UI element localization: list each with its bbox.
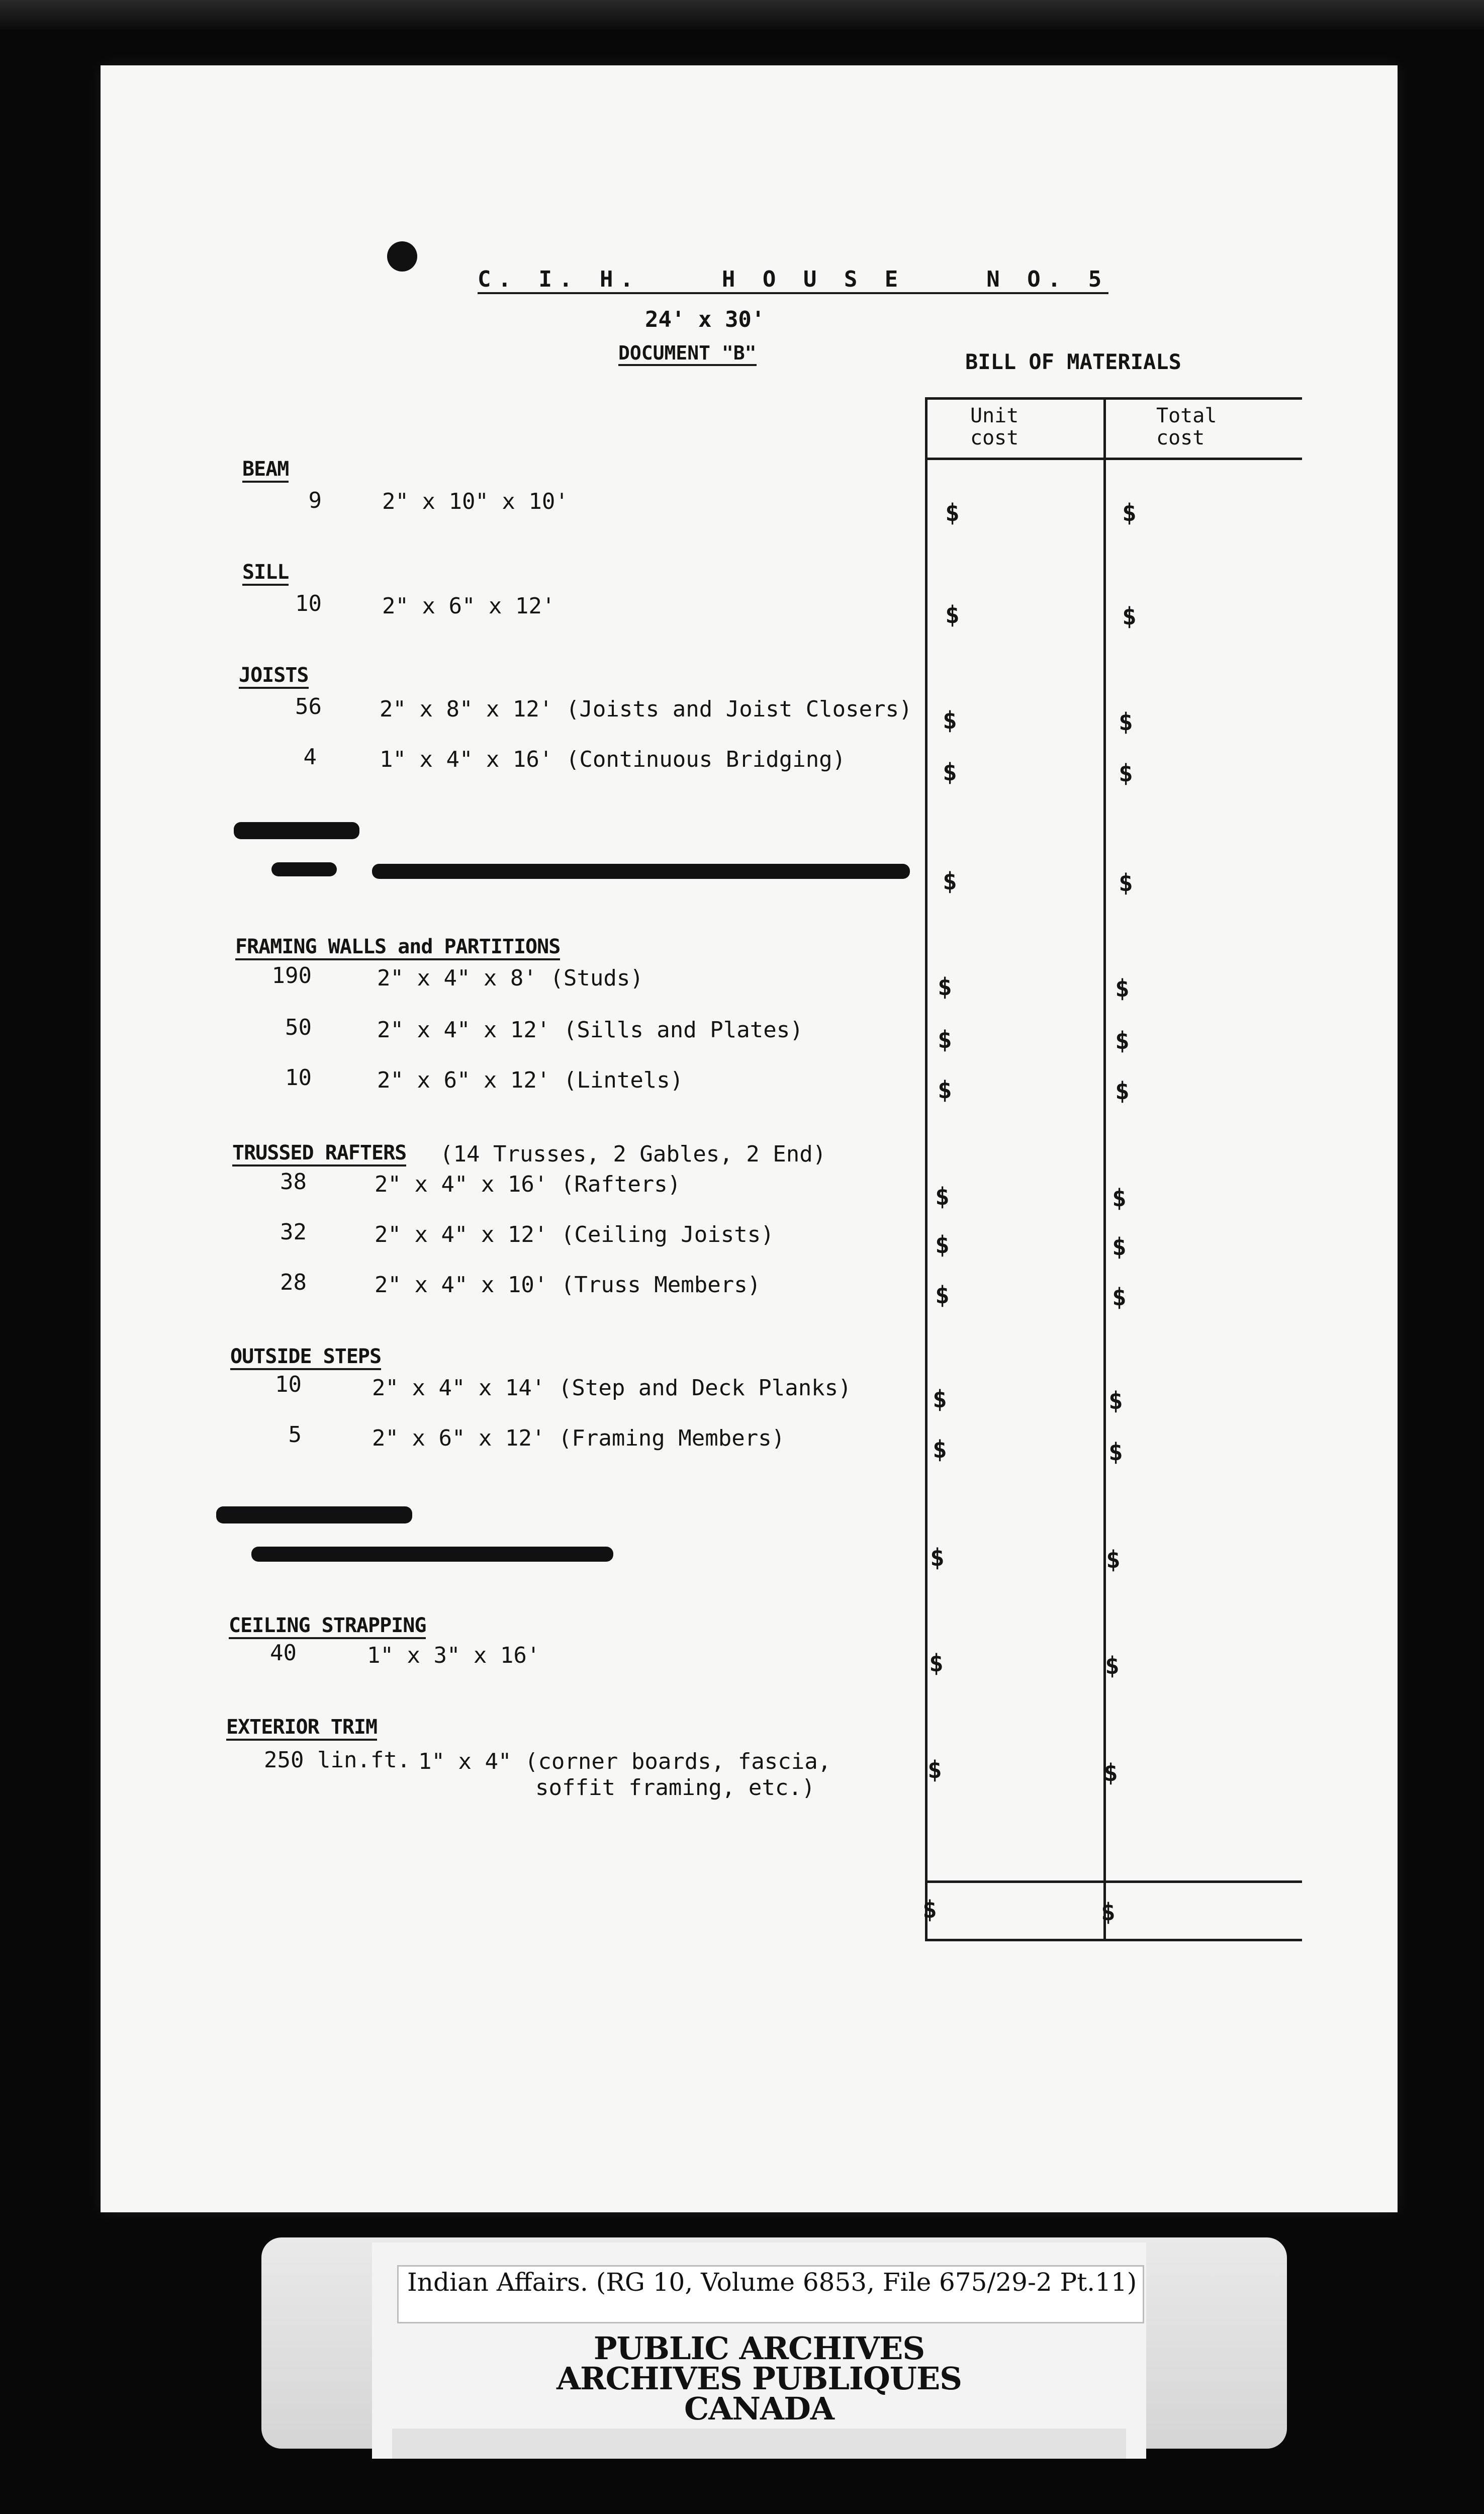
item-desc: 2" x 4" x 12' (Sills and Plates): [377, 1017, 803, 1043]
unit-cost-cell: $: [929, 1649, 944, 1677]
table-left-rule: [925, 397, 928, 1941]
rafters-note: (14 Trusses, 2 Gables, 2 End): [440, 1141, 826, 1167]
item-qty: 9: [308, 488, 322, 513]
item-desc: 2" x 6" x 12': [382, 593, 555, 619]
item-qty: 38: [280, 1169, 307, 1195]
item-desc: 1" x 4" x 16' (Continuous Bridging): [380, 747, 846, 772]
item-desc-continued: soffit framing, etc.): [535, 1775, 815, 1801]
archive-reference: Indian Affairs. (RG 10, Volume 6853, File 675/29-2 Pt.11): [407, 2268, 1137, 2297]
table-total-rule: [925, 1880, 1302, 1883]
unit-cost-cell: $: [943, 758, 957, 786]
item-desc: 2" x 8" x 12' (Joists and Joist Closers): [380, 696, 912, 722]
table-top-rule: [925, 397, 1302, 400]
unit-cost-cell: $: [945, 601, 960, 629]
total-cost-cell: $: [1112, 1184, 1127, 1212]
unit-cost-cell: $: [933, 1435, 947, 1464]
document-label: DOCUMENT "B": [618, 342, 757, 366]
total-cost-cell: $: [1112, 1283, 1127, 1311]
section-heading-rafters: TRUSSED RAFTERS: [232, 1141, 406, 1166]
total-cost-cell: $: [1119, 708, 1133, 736]
document-page: [101, 65, 1398, 2212]
section-heading-sill: SILL: [242, 561, 289, 586]
table-middle-rule: [1103, 397, 1106, 1941]
item-qty: 10: [285, 1065, 312, 1091]
table-bottom-rule: [925, 1939, 1302, 1941]
item-qty: 56: [295, 694, 322, 720]
redaction-scribble: [234, 822, 359, 839]
total-cost-cell: $: [1112, 1233, 1127, 1261]
unit-cost-cell: $: [928, 1756, 942, 1784]
item-desc: 2" x 10" x 10': [382, 489, 569, 514]
total-cost-cell: $: [1122, 499, 1137, 527]
total-cost-cell: $: [1106, 1546, 1121, 1574]
unit-cost-cell: $: [933, 1385, 947, 1413]
film-frame-top: [0, 0, 1484, 30]
archive-country: CANADA: [684, 2390, 834, 2427]
total-cost-cell: $: [1105, 1652, 1120, 1680]
section-heading-strapping: CEILING STRAPPING: [229, 1614, 426, 1639]
total-cost-cell: $: [1108, 1438, 1123, 1466]
item-desc: 2" x 4" x 8' (Studs): [377, 965, 643, 991]
total-cost-cell: $: [1119, 759, 1133, 787]
total-cost-cell: $: [1122, 602, 1137, 631]
total-cost-total: $: [1101, 1898, 1116, 1926]
item-qty: 32: [280, 1219, 307, 1245]
total-cost-cell: $: [1115, 1077, 1130, 1105]
item-qty: 190: [271, 963, 312, 989]
item-qty: 40: [270, 1640, 297, 1666]
item-desc: 2" x 4" x 12' (Ceiling Joists): [375, 1222, 774, 1247]
unit-cost-cell: $: [930, 1544, 945, 1572]
total-cost-cell: $: [1115, 974, 1130, 1003]
section-heading-trim: EXTERIOR TRIM: [226, 1716, 377, 1741]
bill-of-materials-title: BILL OF MATERIALS: [965, 349, 1181, 374]
redaction-scribble: [216, 1506, 412, 1523]
item-qty: 5: [288, 1422, 302, 1448]
item-desc: 2" x 4" x 14' (Step and Deck Planks): [372, 1375, 852, 1401]
section-heading-joists: JOISTS: [239, 664, 309, 689]
section-heading-beam: BEAM: [242, 458, 289, 483]
unit-cost-cell: $: [935, 1281, 950, 1309]
section-heading-steps: OUTSIDE STEPS: [230, 1345, 381, 1370]
item-desc: 2" x 4" x 16' (Rafters): [375, 1172, 681, 1197]
unit-cost-header: Unit cost: [970, 404, 1019, 450]
unit-cost-cell: $: [935, 1183, 950, 1211]
archive-name-en: PUBLIC ARCHIVES: [593, 2330, 925, 2367]
unit-cost-cell: $: [938, 973, 952, 1001]
unit-cost-total: $: [922, 1896, 937, 1924]
redaction-scribble: [271, 862, 337, 876]
punch-hole-mark: [387, 241, 417, 272]
item-desc: 2" x 6" x 12' (Lintels): [377, 1067, 684, 1093]
total-cost-header: Total cost: [1156, 404, 1217, 450]
unit-cost-cell: $: [938, 1076, 952, 1104]
item-desc: 2" x 4" x 10' (Truss Members): [375, 1272, 761, 1298]
archive-label-bottom-strip: [392, 2429, 1126, 2459]
redaction-scribble: [372, 864, 910, 879]
unit-cost-cell: $: [938, 1026, 952, 1054]
total-cost-cell: $: [1115, 1027, 1130, 1055]
redaction-scribble: [251, 1547, 613, 1562]
table-header-rule: [925, 458, 1302, 460]
total-cost-cell: $: [1103, 1759, 1118, 1787]
unit-cost-cell: $: [943, 867, 957, 895]
section-heading-framing: FRAMING WALLS and PARTITIONS: [235, 935, 560, 960]
unit-cost-cell: $: [945, 499, 960, 527]
total-cost-cell: $: [1108, 1387, 1123, 1415]
item-desc: 2" x 6" x 12' (Framing Members): [372, 1425, 785, 1451]
document-title: C. I. H. H O U S E N O. 5: [478, 266, 1108, 294]
item-qty: 4: [303, 744, 317, 770]
item-desc: 1" x 3" x 16': [367, 1643, 540, 1668]
archive-name-fr: ARCHIVES PUBLIQUES: [556, 2360, 962, 2397]
item-qty: 50: [285, 1015, 312, 1040]
item-qty: 28: [280, 1270, 307, 1295]
item-qty: 10: [295, 591, 322, 616]
unit-cost-cell: $: [935, 1231, 950, 1259]
item-qty: 10: [275, 1372, 302, 1397]
item-desc: 1" x 4" (corner boards, fascia,: [418, 1749, 831, 1774]
house-dimensions: 24' x 30': [645, 307, 765, 332]
item-qty: 250 lin.ft.: [264, 1747, 411, 1773]
total-cost-cell: $: [1119, 869, 1133, 897]
unit-cost-cell: $: [943, 706, 957, 735]
